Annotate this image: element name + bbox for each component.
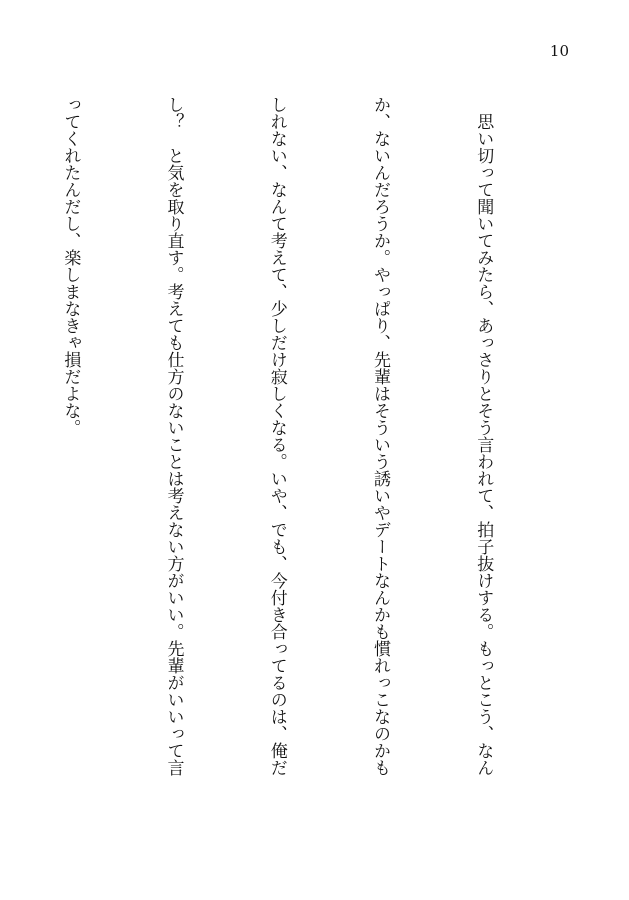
page-number: 10 — [549, 42, 569, 60]
text-line: ってくれたんだし、楽しまなきゃ損だよな。 — [60, 96, 81, 436]
text-line: 思い切って聞いてみたら、あっさりとそう言われて、拍子抜けする。もっとこう、なん — [473, 96, 494, 776]
text-line: し？ と気を取り直す。考えても仕方のないことは考えない方がいい。先輩がいいって言 — [163, 96, 184, 776]
text-line: か、ないんだろうか。やっぱり、先輩はそういう誘いやデートなんかも慣れっこなのかも — [369, 96, 390, 776]
text-line: しれない、なんて考えて、少しだけ寂しくなる。いや、でも、今付き合ってるのは、俺だ — [266, 96, 287, 776]
vertical-text-block — [0, 96, 569, 858]
